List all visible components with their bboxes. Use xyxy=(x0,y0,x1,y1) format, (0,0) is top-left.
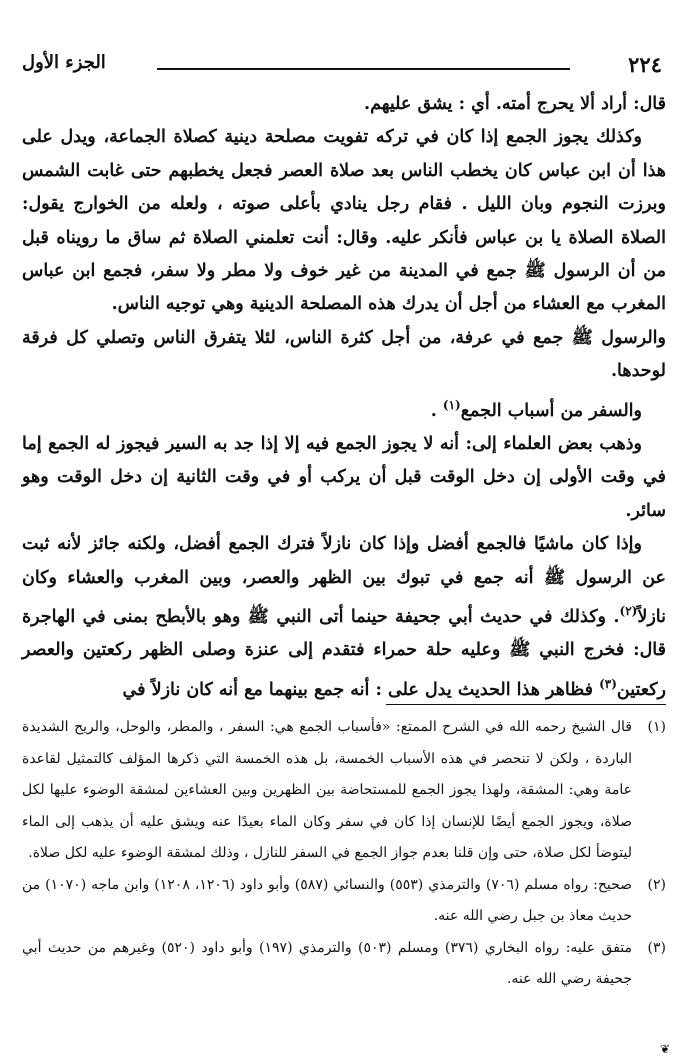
paragraph: قال: أراد ألا يحرج أمته. أي : يشق عليهم. xyxy=(364,94,666,114)
footnote xyxy=(22,933,666,996)
running-title: الجزء الأول xyxy=(22,52,106,73)
paragraph: وذهب بعض العلماء إلى: أنه لا يجوز الجمع فيه إلا إذا جد به السير فيجوز له الجمع إما في وقت الأولى إن دخل الوقت قبل أن يركب أو في وقت الثانية إن دخل الوقت وهو سائر. xyxy=(22,433,666,521)
paragraph xyxy=(22,528,666,707)
paragraph: والرسول ﷺ جمع في عرفة، من أجل كثرة الناس، لئلا يتفرق الناس وتصلي كل فرقة لوحدها. xyxy=(22,327,666,382)
paragraph xyxy=(22,389,666,428)
footnote-ref-1[interactable]: (١) xyxy=(442,397,461,412)
paragraph-text: وإذا كان ماشيًا فالجمع أفضل وإذا كان نازلاً فترك الجمع أفضل، ولكنه جائز لأنه ثبت عن الرسول ﷺ أنه جمع في تبوك بين الظهر والعصر، وبين المغرب والعشاء وكان نازلاً xyxy=(22,534,666,627)
footnote xyxy=(22,870,666,933)
footnote-separator xyxy=(386,704,666,705)
paragraph-text: فظاهر هذا الحديث يدل على : أنه جمع بينهما مع أنه كان نازلاً في xyxy=(122,679,600,700)
footnote-text: قال الشيخ رحمه الله في الشرح الممتع: «فأسباب الجمع هي: السفر ، والمطر، والوحل، والريح الشديدة الباردة ، ولكن لا تنحصر في هذه الأسباب الخمسة، بل هذه الخمسة التي ذكرها المؤلف كالتمثيل لقاعدة عامة وهي: المشقة، ولهذا يجوز الجمع للمستحاضة بين الظهرين وبين العشاءين لمشقة الوضوء عليها لكل صلاة، ويجوز الجمع أيضًا للإنسان إذا كان في سفر وكان الماء بعيدًا عنه ويشق عليه أن يذهب إلى الماء ليتوضأ لكل صلاة، حتى وإن قلنا بعدم جواز الجمع في السفر للنازل ، وذلك لمشقة الوضوء عليه لكل صلاة. xyxy=(22,719,632,861)
paragraph-text: والسفر من أسباب الجمع xyxy=(460,400,642,421)
footnote-number: (١) xyxy=(647,719,666,735)
footnotes xyxy=(22,712,666,996)
paragraph-text: . xyxy=(430,400,443,421)
footnote-text: صحيح: رواه مسلم (٧٠٦) والترمذي (٥٥٣) والنسائي (٥٨٧) وأبو داود (١٢٠٦، ١٢٠٨) وابن ماجه (١٠٧٠) من حديث معاذ بن جبل رضي الله عنه. xyxy=(22,876,633,924)
footnote-ref-3[interactable]: (٣) xyxy=(599,676,617,691)
footnote-ref-2[interactable]: (٢) xyxy=(619,603,638,618)
paragraph-text: . وكذلك في حديث أبي جحيفة حينما أتى النبي ﷺ وهو بالأبطح بمنى في الهاجرة قال: فخرج النبي ﷺ وعليه حلة حمراء فتقدم إلى عنزة وصلى الظهر ركعتين والعصر ركعتين xyxy=(22,606,666,700)
header-rule xyxy=(157,68,570,70)
paragraph: وكذلك يجوز الجمع إذا كان في تركه تفويت مصلحة دينية كصلاة الجماعة، ويدل على هذا أن ابن عباس كان يخطب الناس بعد صلاة العصر فجعل يخطبهم حتى غابت الشمس وبرزت النجوم وبان الليل . فقام رجل ينادي بأعلى صوته ، ولعله من الخوارج يقول: الصلاة الصلاة يا بن عباس فأنكر عليه. وقال: أنت تعلمني الصلاة ثم ساق ما رويناه قبل من أن الرسول ﷺ جمع في المدينة من غير خوف ولا مطر ولا سفر، فجمع ابن عباس المغرب مع العشاء من أجل أن يدرك هذه المصلحة الدينية وهي توجيه الناس. xyxy=(22,127,666,315)
ornament-icon: ❦ xyxy=(660,1042,671,1056)
footnote-number: (٣) xyxy=(647,939,666,956)
main-text xyxy=(22,88,666,707)
footnote-text: متفق عليه: رواه البخاري (٣٧٦) ومسلم (٥٠٣) والترمذي (١٩٧) وأبو داود (٥٢٠) وغيرهم من حديث أبي جحيفة رضي الله عنه. xyxy=(22,939,632,987)
page-number: ٢٢٤ xyxy=(628,52,662,77)
footnote-number: (٢) xyxy=(647,876,666,893)
footnote xyxy=(22,712,666,870)
page-header xyxy=(22,52,662,86)
